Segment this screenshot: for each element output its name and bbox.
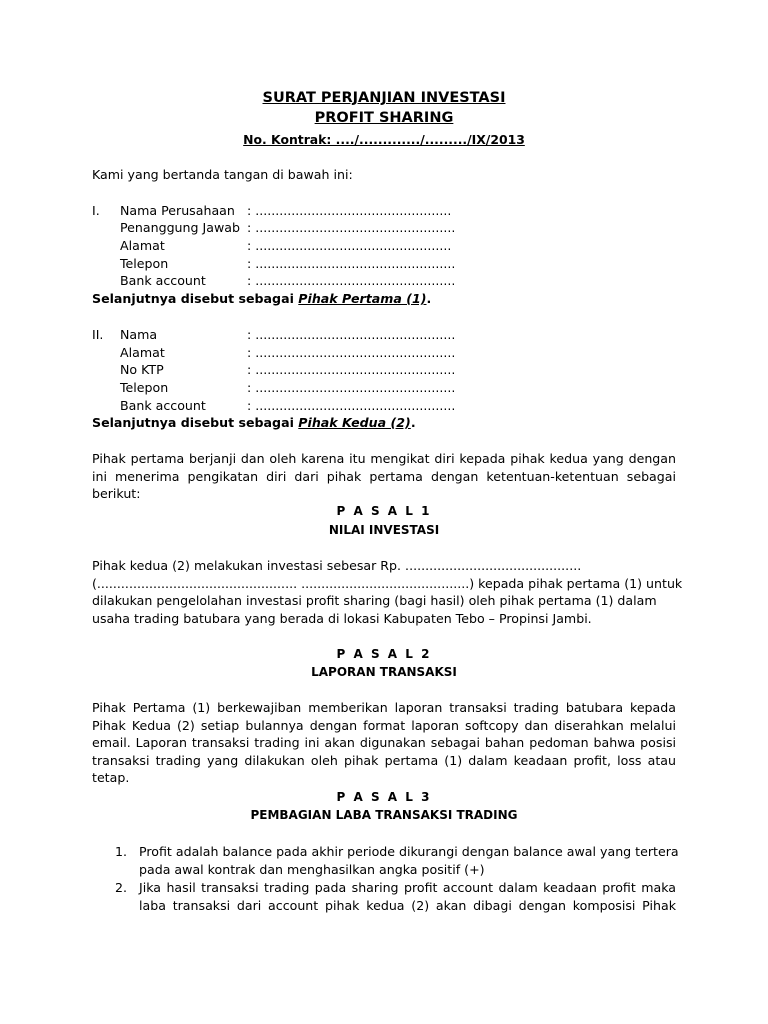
party1-name: Pihak Pertama (1): [298, 291, 427, 306]
list-text: [139, 879, 676, 914]
paragraph-line: Profit adalah balance pada akhir periode dikurangi dengan balance awal yang tertera: [139, 844, 679, 859]
party1-row-address: [92, 237, 692, 254]
paragraph-line: email. Laporan transaksi trading ini akan digunakan sebagai bahan pedoman bahwa posisi: [92, 735, 676, 750]
list-number: 1.: [115, 844, 128, 859]
intro-text: Kami yang bertanda tangan di bawah ini:: [92, 167, 353, 182]
field-label: Nama: [120, 327, 158, 342]
party2-name: Pihak Kedua (2): [298, 415, 411, 430]
party2-row-address: [92, 344, 692, 361]
paragraph-line: laba transaksi dari account pihak kedua (2) akan dibagi dengan komposisi Pihak: [139, 897, 676, 913]
field-value: : ..................................................: [247, 398, 456, 413]
party1-row-phone: [92, 255, 692, 272]
paragraph-line: usaha trading batubara yang berada di lokasi Kabupaten Tebo – Propinsi Jambi.: [92, 610, 592, 626]
party1-number: I.: [92, 203, 100, 218]
paragraph-line: ini menerima pengikatan diri dari pihak pertama dengan ketentuan-ketentuan sebagai: [92, 468, 676, 484]
contract-number: No. Kontrak: ..../............./........./IX/2013: [243, 132, 525, 147]
pasal3-heading: PEMBAGIAN LABA TRANSAKSI TRADING: [250, 808, 518, 822]
field-value: : ..................................................: [247, 362, 456, 377]
paragraph-line: tetap.: [92, 770, 130, 785]
party1-row-bank: [92, 272, 692, 289]
party1-row-responsible: [92, 219, 692, 236]
closing-suffix: .: [410, 415, 416, 430]
field-value: : ..................................................: [247, 273, 456, 288]
field-label: Telepon: [120, 380, 169, 395]
field-label: Nama Perusahaan: [120, 203, 235, 218]
agreement-paragraph: [92, 450, 676, 503]
field-value: : .................................................: [247, 203, 452, 218]
pasal2-paragraph: [92, 699, 676, 787]
paragraph-line: Pihak Kedua (2) setiap bulannya dengan format laporan softcopy dan diserahkan melalui: [92, 717, 676, 733]
list-text: [139, 843, 679, 878]
paragraph-line: dilakukan pengelolahan investasi profit sharing (bagi hasil) oleh pihak pertama (1) dalam: [92, 593, 657, 608]
field-label: Alamat: [120, 345, 165, 360]
field-value: : ..................................................: [247, 220, 456, 235]
field-label: No KTP: [120, 362, 164, 377]
field-label: Telepon: [120, 256, 169, 271]
document-subtitle: PROFIT SHARING: [314, 110, 454, 126]
closing-prefix: Selanjutnya disebut sebagai: [92, 415, 299, 430]
party2-row-phone: [92, 379, 692, 396]
pasal1-paragraph: [92, 557, 683, 627]
party2-row-ktp: [92, 361, 692, 378]
closing-suffix: .: [426, 291, 432, 306]
paragraph-line: transaksi trading yang dilakukan oleh pihak pertama (1) dalam keadaan profit, loss atau: [92, 752, 676, 768]
field-label: Alamat: [120, 238, 165, 253]
paragraph-line: Pihak kedua (2) melakukan investasi sebesar Rp. ............................................: [92, 558, 582, 573]
party1-closing: [92, 290, 431, 308]
pasal1-label: P A S A L 1: [336, 504, 432, 518]
closing-prefix: Selanjutnya disebut sebagai: [92, 291, 299, 306]
field-label: Penanggung Jawab: [120, 220, 240, 235]
field-value: : ..................................................: [247, 345, 456, 360]
field-label: Bank account: [120, 398, 206, 413]
field-value: : ..................................................: [247, 380, 456, 395]
paragraph-line: Pihak pertama berjanji dan oleh karena itu mengikat diri kepada pihak kedua yang dengan: [92, 451, 676, 466]
field-value: : ..................................................: [247, 256, 456, 271]
party2-row-name: [92, 326, 692, 343]
party2-number: II.: [92, 327, 104, 342]
field-value: : .................................................: [247, 238, 452, 253]
pasal2-label: P A S A L 2: [336, 647, 432, 661]
party1-row-company: [92, 202, 692, 219]
paragraph-line: pada awal kontrak dan menghasilkan angka positif (+): [139, 861, 485, 877]
document-title: SURAT PERJANJIAN INVESTASI: [262, 90, 506, 106]
pasal3-label: P A S A L 3: [336, 790, 432, 804]
paragraph-line: berikut:: [92, 486, 141, 501]
paragraph-line: Pihak Pertama (1) berkewajiban memberikan laporan transaksi trading batubara kepada: [92, 700, 676, 715]
party2-closing: [92, 414, 416, 432]
pasal2-heading: LAPORAN TRANSAKSI: [311, 665, 457, 679]
field-value: : ..................................................: [247, 327, 456, 342]
list-number: 2.: [115, 880, 128, 895]
paragraph-line: Jika hasil transaksi trading pada sharing profit account dalam keadaan profit maka: [139, 880, 676, 895]
field-label: Bank account: [120, 273, 206, 288]
party2-row-bank: [92, 397, 692, 414]
pasal1-heading: NILAI INVESTASI: [328, 523, 440, 537]
paragraph-line: (.................................................. ..........................................) kepada pihak pertama (1) untuk: [92, 575, 683, 591]
